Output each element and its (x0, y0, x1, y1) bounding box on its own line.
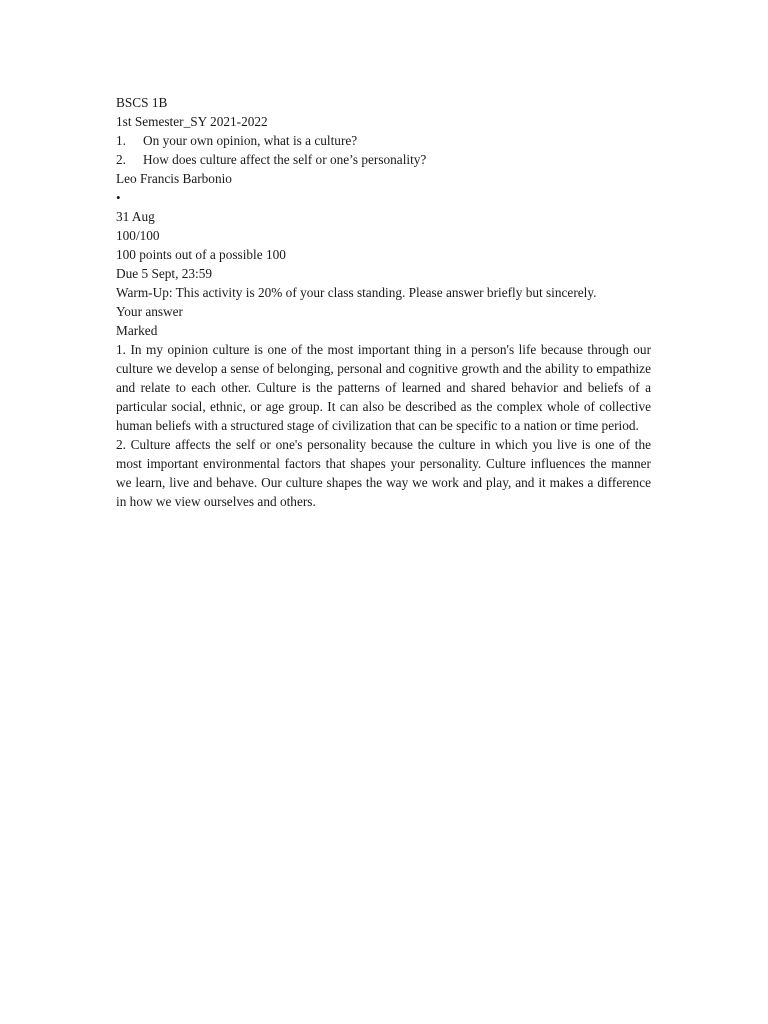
question-text: On your own opinion, what is a culture? (143, 133, 358, 148)
submission-date: 31 Aug (116, 209, 155, 224)
question-item (116, 131, 651, 150)
document-page (116, 93, 651, 511)
semester-label: 1st Semester_SY 2021-2022 (116, 114, 268, 129)
question-number: 2. (116, 152, 126, 167)
answer-paragraph: 2. Culture affects the self or one's personality because the culture in which you live is one of the most important environmental factors that shapes your personality. Culture influences the manner we learn, live and behave. Our culture shapes the way we work and play, and it makes a difference in how we view ourselves and others. (116, 437, 651, 509)
student-name: Leo Francis Barbonio (116, 171, 232, 186)
course-label: BSCS 1B (116, 95, 168, 110)
your-answer-label: Your answer (116, 304, 183, 319)
instructions: Warm-Up: This activity is 20% of your class standing. Please answer briefly but sincerely. (116, 285, 597, 300)
question-item (116, 150, 651, 169)
score: 100/100 (116, 228, 160, 243)
answer-paragraph: 1. In my opinion culture is one of the most important thing in a person's life because through our culture we develop a sense of belonging, personal and cognitive growth and the ability to empathize and relate to each other. Culture is the patterns of learned and shared behavior and beliefs of a particular social, ethnic, or age group. It can also be described as the complex whole of collective human beliefs with a structured stage of civilization that can be specific to a nation or time period. (116, 342, 651, 433)
bullet-separator: • (116, 190, 121, 205)
question-number: 1. (116, 133, 126, 148)
points-text: 100 points out of a possible 100 (116, 247, 286, 262)
marked-status: Marked (116, 323, 158, 338)
question-text: How does culture affect the self or one’s personality? (143, 152, 427, 167)
due-date: Due 5 Sept, 23:59 (116, 266, 213, 281)
